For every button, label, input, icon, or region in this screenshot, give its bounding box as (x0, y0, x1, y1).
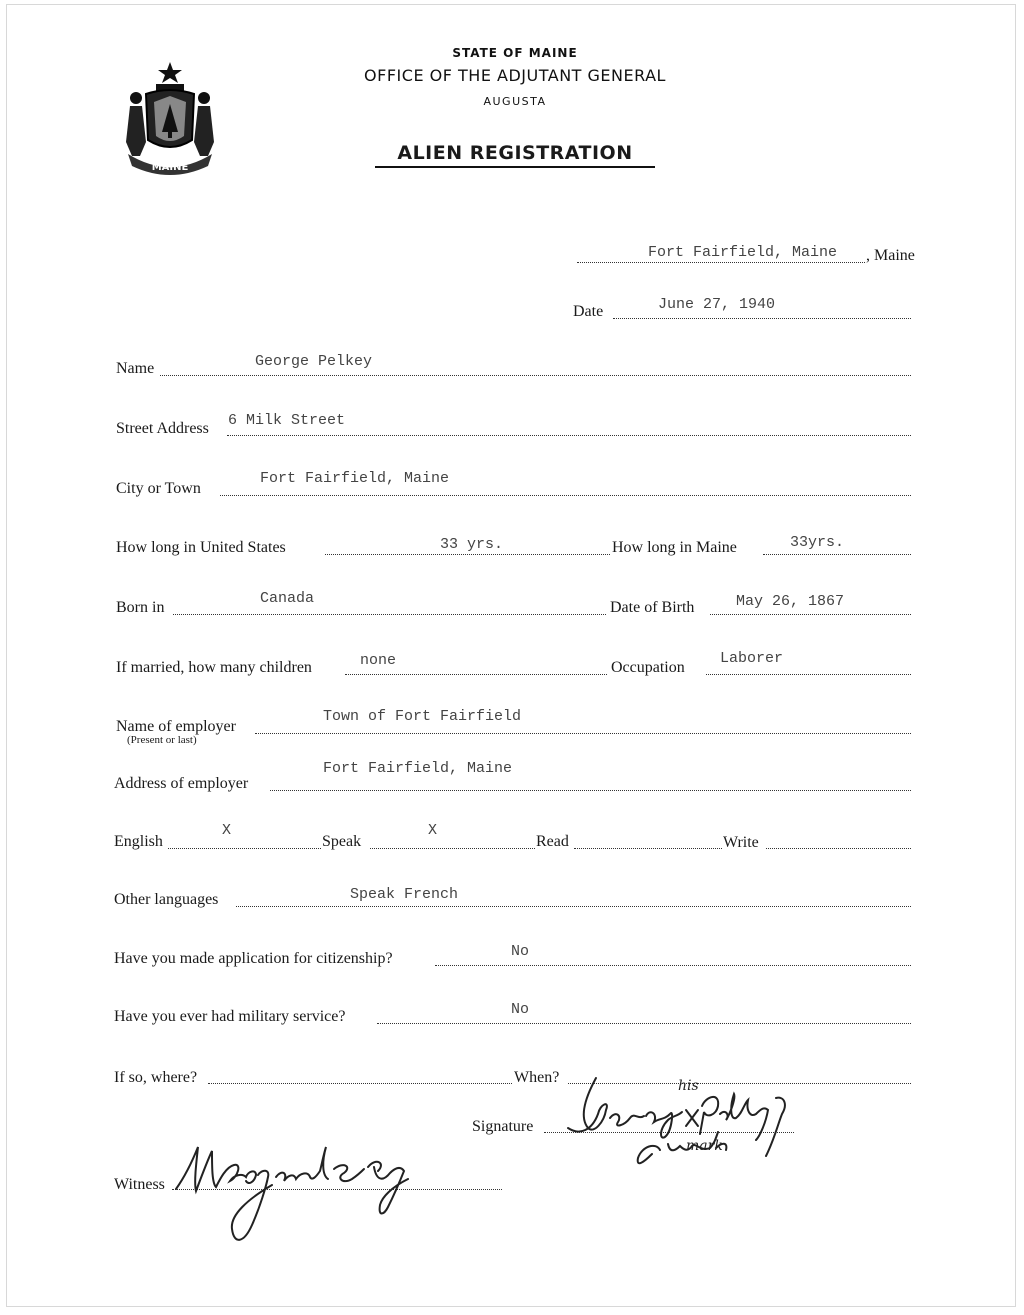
speak-label: Speak (322, 833, 362, 850)
name-line (160, 375, 911, 376)
employer-address-value: Fort Fairfield, Maine (323, 760, 513, 777)
children-line (345, 674, 607, 675)
dob-label: Date of Birth (610, 599, 695, 616)
born-in-line (173, 614, 606, 615)
where-label: If so, where? (114, 1069, 198, 1086)
read-label: Read (536, 833, 569, 850)
citizenship-label: Have you made application for citizenship? (114, 950, 393, 967)
signature-annotation-top: his (678, 1078, 699, 1094)
seal-text: MAINE (151, 162, 189, 173)
name-label: Name (116, 360, 155, 377)
write-line (766, 848, 911, 849)
page-title: ALIEN REGISTRATION (375, 142, 655, 168)
children-label: If married, how many children (116, 659, 312, 676)
date-line (613, 318, 911, 319)
witness-label: Witness (114, 1176, 165, 1193)
occupation-value: Laborer (720, 650, 784, 667)
citizenship-line (435, 965, 911, 966)
place-value: Fort Fairfield, Maine (648, 244, 838, 261)
name-value: George Pelkey (255, 353, 373, 370)
military-value: No (511, 1001, 530, 1018)
employer-sub-label: (Present or last) (127, 734, 197, 746)
city-value: Fort Fairfield, Maine (260, 470, 450, 487)
employer-address-line (270, 790, 911, 791)
where-line (208, 1083, 512, 1084)
signature-label: Signature (472, 1118, 534, 1135)
place-line (577, 262, 865, 263)
how-long-maine-line (763, 554, 911, 555)
military-label: Have you ever had military service? (114, 1008, 346, 1025)
document-frame (6, 4, 1016, 1307)
children-value: none (360, 652, 397, 669)
applicant-signature (560, 1070, 810, 1185)
place-suffix-label: , Maine (866, 247, 915, 264)
city-label: City or Town (116, 480, 201, 497)
english-line (168, 848, 321, 849)
read-line (574, 848, 722, 849)
maine-state-seal (116, 58, 224, 180)
how-long-us-value: 33 yrs. (440, 536, 504, 553)
english-value: X (222, 822, 232, 839)
date-label: Date (573, 303, 604, 320)
street-label: Street Address (116, 420, 209, 437)
when-label: When? (514, 1069, 560, 1086)
speak-value: X (428, 822, 438, 839)
employer-address-label: Address of employer (114, 775, 249, 792)
other-languages-value: Speak French (350, 886, 459, 903)
write-label: Write (723, 834, 759, 851)
how-long-us-label: How long in United States (116, 539, 286, 556)
occupation-line (706, 674, 911, 675)
employer-label: Name of employer (116, 718, 236, 735)
date-value: June 27, 1940 (658, 296, 776, 313)
dob-line (710, 614, 911, 615)
how-long-maine-value: 33yrs. (790, 534, 845, 551)
born-in-value: Canada (260, 590, 315, 607)
english-label: English (114, 833, 163, 850)
street-value: 6 Milk Street (228, 412, 346, 429)
citizenship-value: No (511, 943, 530, 960)
employer-value: Town of Fort Fairfield (323, 708, 522, 725)
how-long-maine-label: How long in Maine (612, 539, 737, 556)
employer-line (255, 733, 911, 734)
other-languages-label: Other languages (114, 891, 219, 908)
header-city: AUGUSTA (483, 95, 547, 108)
military-line (377, 1023, 911, 1024)
header-office: OFFICE OF THE ADJUTANT GENERAL (364, 66, 666, 85)
how-long-us-line (325, 554, 610, 555)
born-in-label: Born in (116, 599, 165, 616)
speak-line (370, 848, 535, 849)
dob-value: May 26, 1867 (736, 593, 845, 610)
other-languages-line (236, 906, 911, 907)
header-state: STATE OF MAINE (452, 46, 578, 60)
street-line (227, 435, 911, 436)
city-line (220, 495, 911, 496)
signature-annotation-bottom: mark (686, 1138, 723, 1154)
witness-signature (172, 1135, 432, 1255)
occupation-label: Occupation (611, 659, 685, 676)
